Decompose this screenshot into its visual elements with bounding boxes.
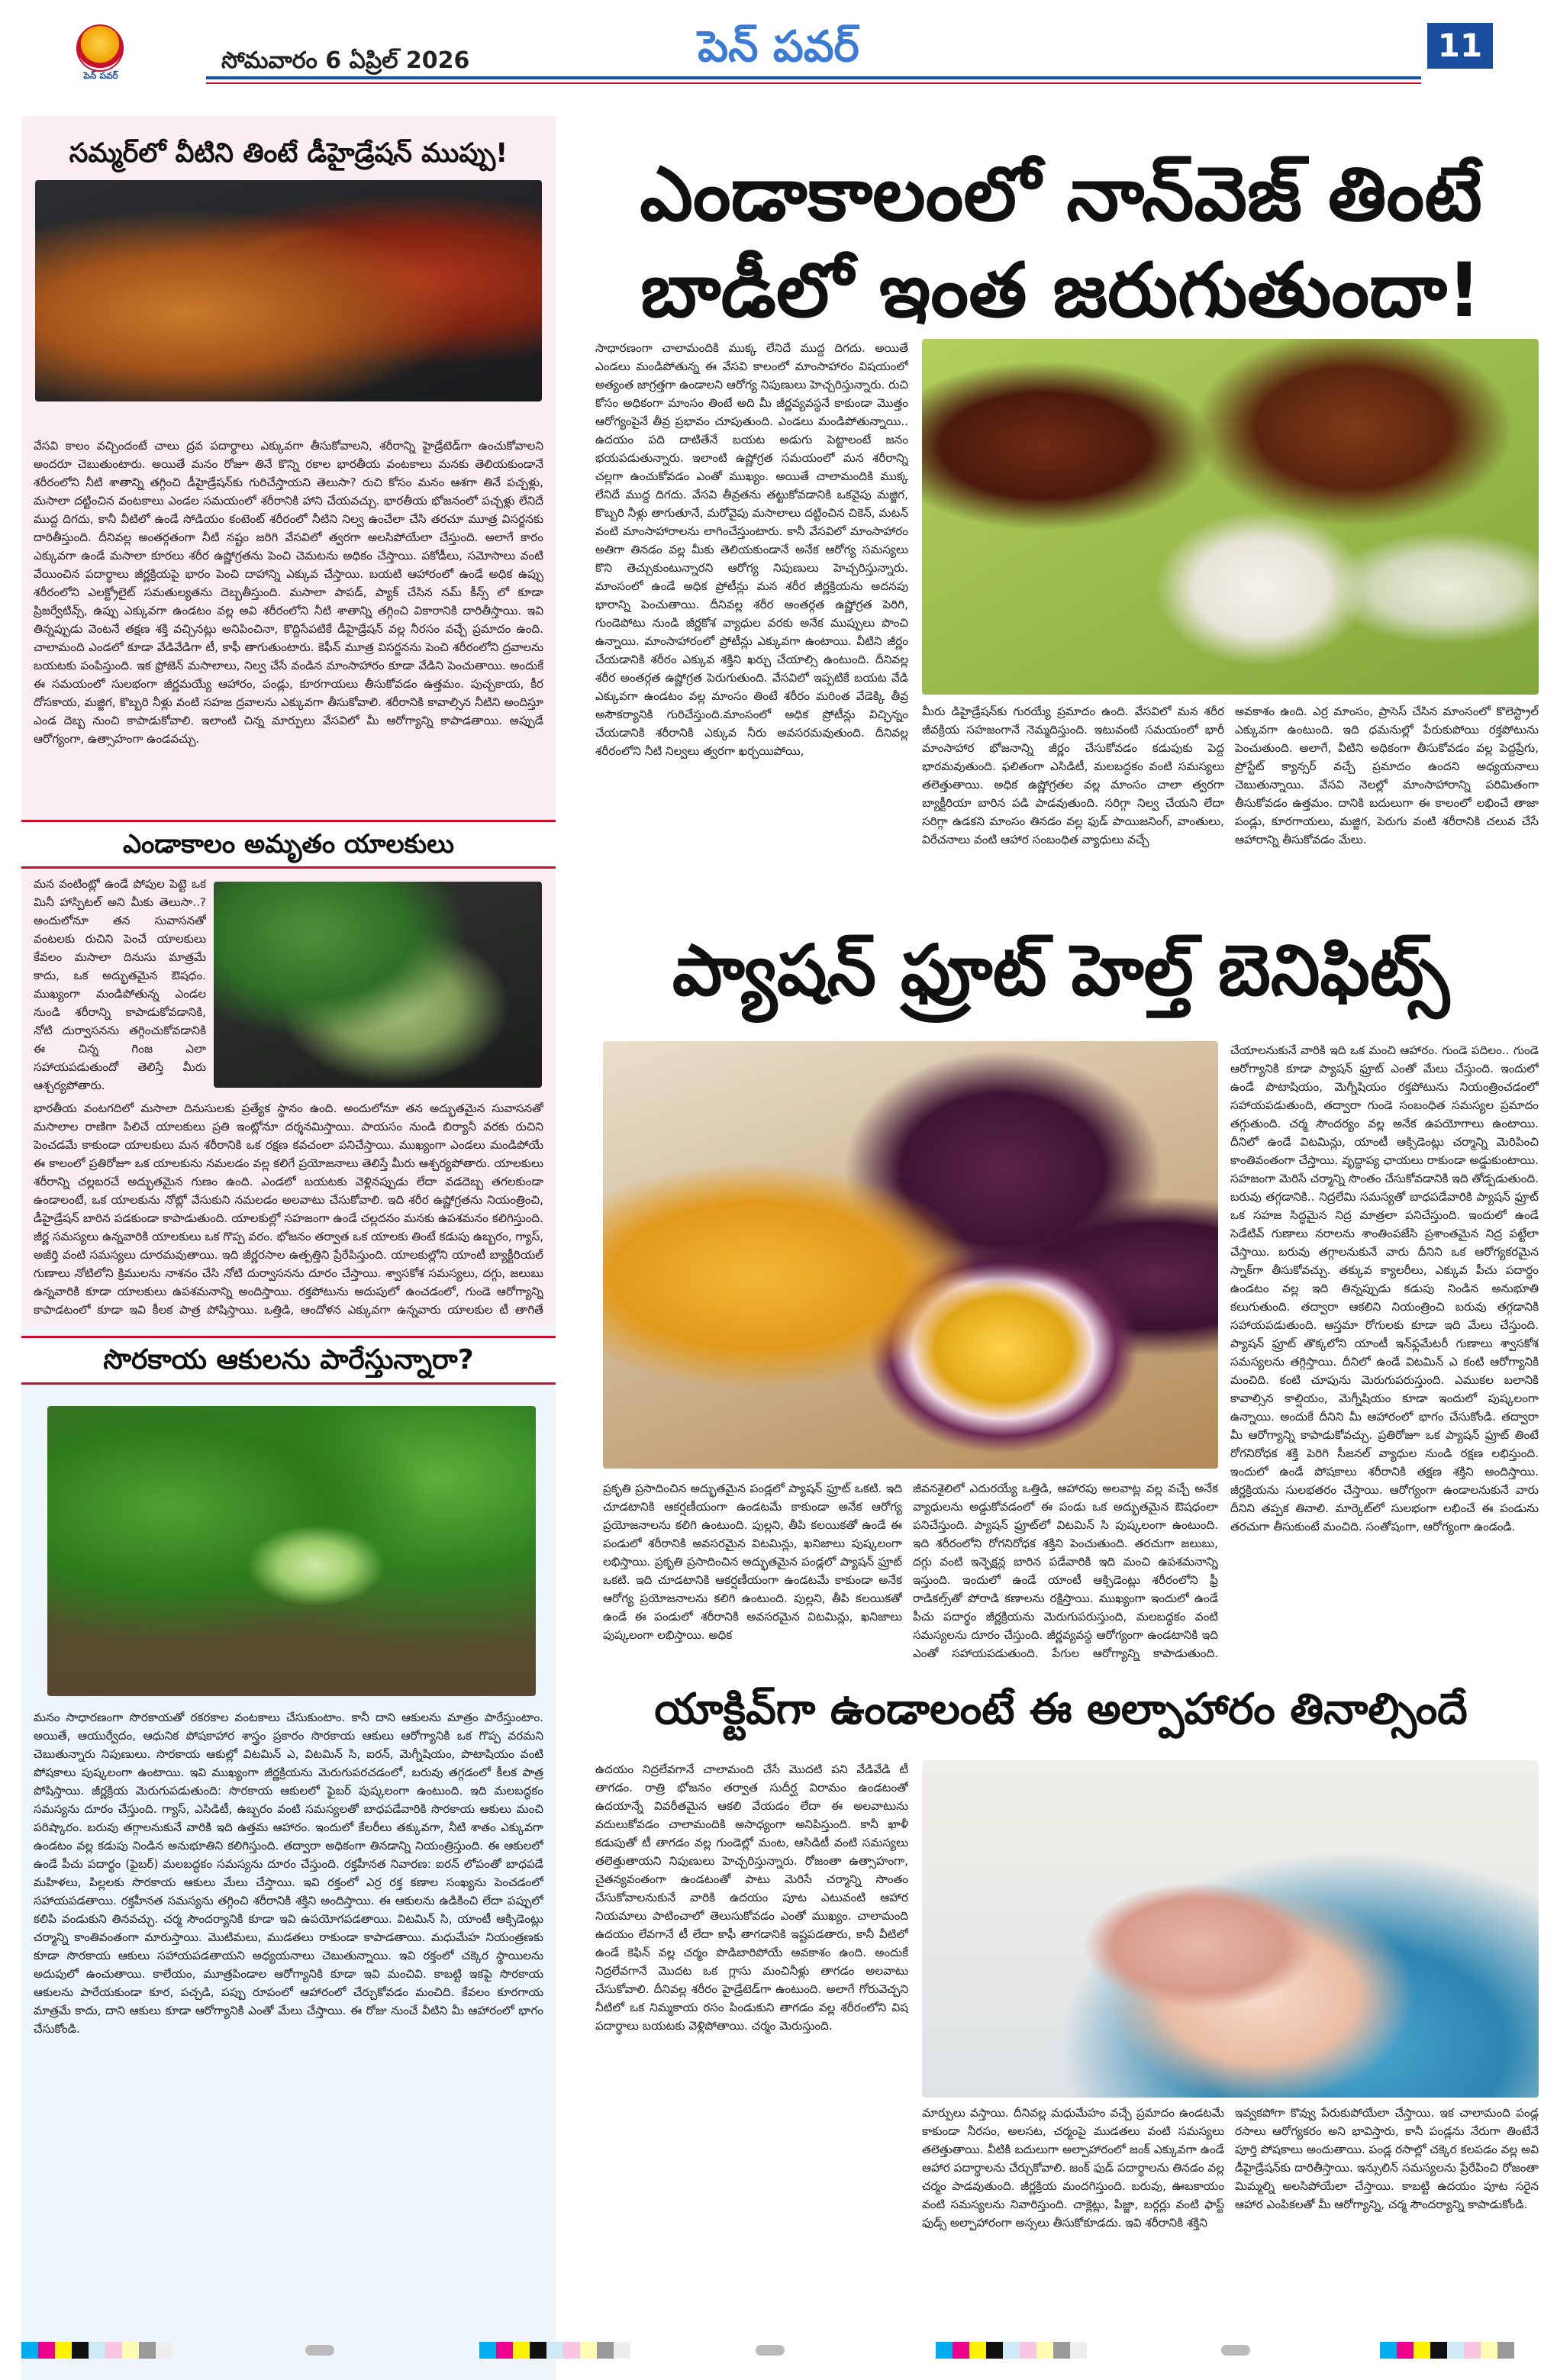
nonveg-platter-photo <box>922 339 1539 695</box>
article-title-cardamom: ఎండాకాలం అమృతం యాలకులు <box>21 820 556 869</box>
article-body-breakfast-mid: మార్పులు వస్తాయి. దీనివల్ల మధుమేహం వచ్చే ప్రమాదం ఉండటమే కాకుండా నీరసం, అలసట, చర్మంపై ముడతలు వంటి సమస్యలు తలెత్తుతాయి. వీటికి బదులుగా అల్పాహారంలో జంక్ ఎక్కువగా ఉండే ఆహార పదార్థాలను చేర్చుకోవాలి. జంక్ ఫుడ్ పదార్థాలను తినడం వల్ల చర్మం పాడవుతుంది. జీర్ణక్రియ మందగిస్తుంది. బరువు, ఊబకాయం వంటి సమస్యలను నివారిస్తుంది. చాక్లెట్లు, పిజ్జా, బర్గర్లు వంటి ఫాస్ట్ ఫుడ్స్ అల్పాహారంగా అస్సలు తీసుకోకూడదు. ఇవి శరీరానికి శక్తిని <box>922 2106 1224 2230</box>
article-body-breakfast-right: ఇవ్వకపోగా కొవ్వు పేరుకుపోయేలా చేస్తాయి. ఇక చాలామంది పండ్ల రసాలు ఆరోగ్యకరం అని భావిస్తారు, కానీ పండ్లను నేరుగా తింటేనే పూర్తి పోషకాలు అందుతాయి. పండ్ల రసాల్లో చక్కెర కలపడం వల్ల అవి డీహైడ్రేషన్‌కు దారితీస్తాయి. ఇన్సులిన్ సమస్యలను ప్రేరేపించి రోజంతా మిమ్మల్ని అలసిపోయేలా చేస్తాయి. కాబట్టి ఉదయం పూట సరైన ఆహార ఎంపికలతో మీ ఆరోగ్యాన్ని, చర్మ సౌందర్యాన్ని కాపాడుకోండి. <box>1235 2106 1539 2211</box>
header-rule <box>206 76 1421 79</box>
page-number: 11 <box>1427 23 1493 69</box>
coffee-mug-photo <box>922 1760 1539 2098</box>
headline-breakfast: యాక్టివ్‌గా ఉండాలంటే ఈ అల్పాహారం తినాల్సిందే <box>654 1685 1468 1734</box>
article-body-gourd-leaves: మనం సాధారణంగా సొరకాయతో రకరకాల వంటకాలు చేసుకుంటాం. కానీ దాని ఆకులను మాత్రం పారేస్తుంటాం. అయితే, ఆయుర్వేదం, ఆధునిక పోషకాహార శాస్త్రం ప్రకారం సొరకాయ ఆకులు ఆరోగ్యానికి ఒక గొప్ప వరమని చెబుతున్నారు నిపుణులు. సొరకాయ ఆకుల్లో విటమిన్ ఎ, విటమిన్ సి, ఐరన్, మెగ్నీషియం, పొటాషియం వంటి పోషకాలు పుష్కలంగా ఉంటాయి. ఇవి ముఖ్యంగా జీర్ణక్రియను మెరుగుపరచడంలో, బరువు తగ్గడంలో కీలక పాత్ర పోషిస్తాయి. జీర్ణక్రియ మెరుగుపడుతుంది: సొరకాయ ఆకులలో ఫైబర్ పుష్కలంగా ఉంటుంది. ఇది మలబద్ధకం సమస్యను దూరం చేస్తుంది. గ్యాస్, ఎసిడిటీ, ఉబ్బరం వంటి సమస్యలతో బాధపడేవారికి సొరకాయ ఆకులు మంచి పరిష్కారం. బరువు తగ్గాలనుకునే వారికి ఇది ఉత్తమ ఆహారం. ఇందులో కేలరీలు తక్కువగా, నీటి శాతం ఎక్కువగా ఉండటం వల్ల కడుపు నిండిన అనుభూతిని కలిగిస్తుంది. తద్వారా అధికంగా తినడాన్ని నియంత్రిస్తుంది. ఈ ఆకులలో ఉండే పీచు పదార్థం (ఫైబర్) మలబద్ధకం సమస్యను దూరం చేస్తుంది. రక్తహీనత నివారణ: ఐరన్ లోపంతో బాధపడే మహిళలు, పిల్లలకు సొరకాయ ఆకులు మేలు చేస్తాయి. ఇవి రక్తంలో ఎర్ర రక్త కణాల సంఖ్యను పెంచడంలో సహాయపడతాయి. రక్తహీనత సమస్యను తగ్గించి శరీరానికి శక్తిని అందిస్తాయి. ఈ ఆకులను ఉడికించి లేదా పప్పులో కలిపి వండుకుని తినవచ్చు. చర్మ సౌందర్యానికి కూడా ఇవి ఉపయోగపడతాయి. విటమిన్ సి, యాంటీ ఆక్సిడెంట్లు చర్మాన్ని కాంతివంతంగా మారుస్తాయి. మొటిమలు, ముడతలు రాకుండా కాపాడతాయి. మధుమేహ నియంత్రణకు కూడా సొరకాయ ఆకులు సహాయపడతాయని అధ్యయనాలు చెబుతున్నాయి. ఇవి రక్తంలో చక్కెర స్థాయిలను అదుపులో ఉంచుతాయి. కాలేయం, మూత్రపిండాల ఆరోగ్యానికి కూడా ఇవి మంచివి. కాబట్టి ఇకపై సొరకాయ ఆకులను పారేయకుండా కూర, పచ్చడి, పప్పు రూపంలో ఆహారంలో చేర్చుకోవడం మంచిది. కేవలం కూరగాయ మాత్రమే కాదు, దాని ఆకులు కూడా ఆరోగ్యానికి ఎంతో మేలు చేస్తాయి. ఈ రోజు నుంచే వీటిని మీ ఆహారంలో భాగం చేసుకోండి. <box>34 1711 543 2036</box>
registration-mark <box>756 2345 785 2356</box>
registration-mark <box>1221 2345 1250 2356</box>
article-body-passion-left: ప్రకృతి ప్రసాదించిన అద్భుతమైన పండ్లలో ప్యాషన్ ఫ్రూట్ ఒకటి. ఇది చూడటానికి ఆకర్షణీయంగా ఉండటమే కాకుండా అనేక ఆరోగ్య ప్రయోజనాలను కలిగి ఉంటుంది. పుల్లని, తీపి కలయికతో ఉండే ఈ పండులో శరీరానికి అవసరమైన విటమిన్లు, ఖనిజాలు పుష్కలంగా లభిస్తాయి. ప్రకృతి ప్రసాదించిన అద్భుతమైన పండ్లలో ప్యాషన్ ఫ్రూట్ ఒకటి. ఇది చూడటానికి ఆకర్షణీయంగా ఉండటమే కాకుండా అనేక ఆరోగ్య ప్రయోజనాలను కలిగి ఉంటుంది. పుల్లని, తీపి కలయికతో ఉండే ఈ పండులో శరీరానికి అవసరమైన విటమిన్లు, ఖనిజాలు పుష్కలంగా లభిస్తాయి. అధిక <box>603 1482 902 1642</box>
masthead <box>0 0 1557 90</box>
article-body-dehydration: వేసవి కాలం వచ్చిందంటే చాలు ద్రవ పదార్థాలు ఎక్కువగా తీసుకోవాలని, శరీరాన్ని హైడ్రేటెడ్‌గా ఉంచుకోవాలని అందరూ చెబుతుంటారు. అయితే మనం రోజూ తినే కొన్ని రకాల భారతీయ వంటకాలు మనకు తెలియకుండానే శరీరంలోని నీటి శాతాన్ని తగ్గించి డీహైడ్రేషన్‌కు గురిచేస్తాయని తెలుసా? రుచి కోసం మనం ఆశగా తినే పచ్చళ్లు, మసాలా దట్టించిన వంటకాలు ఎండల సమయంలో శరీరానికి హాని చేయవచ్చు. భారతీయ భోజనంలో పచ్చళ్లు లేనిదే ముద్ద దిగదు, కానీ వీటిలో ఉండే సోడియం కంటెంట్ శరీరంలో నీటిని నిల్వ ఉంచేలా చేసి తరచూ మూత్ర విసర్జనకు దారితీస్తుంది. దీనివల్ల అంతర్గతంగా నీటి నష్టం జరిగి వేసవిలో త్వరగా అలసిపోయేలా చేస్తుంది. అలాగే కారం ఎక్కువగా ఉండే మసాలా కూరలు శరీర ఉష్ణోగ్రతను పెంచి చెమటను అధికం చేస్తాయి. పకోడీలు, సమోసాలు వంటి వేయించిన పదార్థాలు జీర్ణక్రియపై భారం పెంచి దాహాన్ని ఎక్కువ చేస్తాయి. బయటి ఆహారంలో ఉండే అధిక ఉప్పు శరీరంలోని ఎలక్ట్రోలైట్ సమతుల్యతను దెబ్బతీస్తుంది. మసాలా పాపడ్, ప్యాక్ చేసిన నమ్ కీన్స్ లో కూడా ప్రిజర్వేటివ్స్, ఉప్పు ఎక్కువగా ఉండటం వల్ల అవి శరీరంలోని నీటి శాతాన్ని తగ్గించి వికారానికి దారితీస్తాయి. ఇవి తిన్నప్పుడు వెంటనే తక్షణ శక్తి వచ్చినట్లు అనిపించినా, కొద్దిసేపటికే డీహైడ్రేషన్ వల్ల నీరసం వచ్చే ప్రమాదం ఉంది. చాలామంది ఎండలో కూడా వేడివేడిగా టీ, కాఫీ తాగుతుంటారు. కెఫీన్ మూత్ర విసర్జనను పెంచి శరీరంలోని ద్రవాలను బయటకు పంపిస్తుంది. ఇక ఫ్రోజెన్ మసాలాలు, నిల్వ చేసే వండిన మాంసాహారం కూడా వేడిని పెంచుతాయి. అందుకే ఈ సమయంలో సులభంగా జీర్ణమయ్యే ఆహారం, పండ్లు, కూరగాయలు తీసుకోవడం ఉత్తమం. పుచ్చకాయ, కీర దోసకాయ, మజ్జిగ, కొబ్బరి నీళ్లు వంటి సహజ ద్రవాలను ఎక్కువగా తీసుకోవాలి. శరీరానికి కావాల్సిన నీటిని అందిస్తూ ఎండ దెబ్బ నుంచి కాపాడుకోవాలి. ఇలాంటి చిన్న మార్పులు వేసవిలో మీ ఆరోగ్యాన్ని కాపాడతాయి. అప్పుడే ఆరోగ్యంగా, ఉత్సాహంగా ఉండవచ్చు. <box>34 439 543 746</box>
article-body-cardamom-side: మన వంటింట్లో ఉండే పోపుల పెట్టె ఒక మినీ హాస్పిటల్ అని మీకు తెలుసా..? అందులోనూ తన సువాసనతో వంటలకు రుచిని పెంచే యాలకులు కేవలం మసాలా దినుసు మాత్రమే కాదు, ఒక అద్భుతమైన ఔషధం. ముఖ్యంగా మండిపోతున్న ఎండల నుండి శరీరాన్ని కాపాడుకోవడానికి, నోటి దుర్వాసనను తగ్గించుకోవడానికి ఈ చిన్న గింజ ఎలా సహాయపడుతుందో తెలిస్తే మీరు ఆశ్చర్యపోతారు. <box>34 877 206 1092</box>
samosa-photo <box>35 180 542 402</box>
color-registration-bar <box>1380 2342 1514 2359</box>
article-body-nonveg-mid: మీరు డిహైడ్రేషన్‌కు గురయ్యే ప్రమాదం ఉంది. వేసవిలో మన శరీర జీవక్రియ సహజంగానే నెమ్మదిస్తుంది. ఇటువంటి సమయంలో భారీ మాంసాహార భోజనాన్ని జీర్ణం చేసుకోవడం కడుపుకు పెద్ద భారమవుతుంది. ఫలితంగా ఎసిడిటీ, మలబద్ధకం వంటి సమస్యలు తలెత్తుతాయి. అధిక ఉష్ణోగ్రతల వల్ల మాంసం చాలా త్వరగా బ్యాక్టీరియా బారిన పడి పాడవుతుంది. సరిగ్గా నిల్వ చేయని లేదా సరిగ్గా ఉడకని మాంసం తినడం వల్ల ఫుడ్ పాయిజనింగ్, వాంతులు, విరేచనాలు వంటి ఆహార సంబంధిత వ్యాధులు వచ్చే <box>922 705 1224 847</box>
newspaper-title: పెన్ పవర్ <box>698 21 859 72</box>
issue-date: సోమవారం 6 ఏప్రిల్ 2026 <box>221 47 470 74</box>
article-body-cardamom: భారతీయ వంటగదిలో మసాలా దినుసులకు ప్రత్యేక స్థానం ఉంది. అందులోనూ తన అద్భుతమైన సువాసనతో మసాలాల రాణిగా పిలిచే యాలకులు ప్రతి ఇంట్లోనూ దర్శనమిస్తాయి. పాయసం నుండి బిర్యానీ వరకు రుచిని పెంచడమే కాకుండా యాలకులు మన శరీరానికి ఒక రక్షణ కవచంలా పనిచేస్తాయి. ముఖ్యంగా ఎండలు మండిపోయే ఈ కాలంలో ప్రతిరోజూ ఒక యాలకును నమలడం వల్ల కలిగే ప్రయోజనాలు తెలిస్తే మీరు ఆశ్చర్యపోతారు. యాలకులు శరీరాన్ని చల్లబరచే అద్భుతమైన గుణం ఉంది. ఎండలో బయటకు వెళ్లినప్పుడు లేదా వడదెబ్బ తగలకుండా ఉండాలంటే, ఒక యాలకును నోట్లో వేసుకుని నమలడం అలవాటు చేసుకోవాలి. ఇది శరీర ఉష్ణోగ్రతను నియంత్రించి, డీహైడ్రేషన్ బారిన పడకుండా కాపాడుతుంది. యాలకుల్లో సహజంగా ఉండే చల్లదనం మనకు ఉపశమనం కలిగిస్తుంది. జీర్ణ సమస్యలు ఉన్నవారికి యాలకులు ఒక గొప్ప వరం. భోజనం తర్వాత ఒక యాలకు తింటే కడుపు ఉబ్బరం, గ్యాస్, అజీర్తి వంటి సమస్యలు దూరమవుతాయి. ఇది జీర్ణరసాల ఉత్పత్తిని ప్రేరేపిస్తుంది. యాలకుల్లోని యాంటీ బ్యాక్టీరియల్ గుణాలు నోటిలోని క్రిములను నాశనం చేసి నోటి దుర్వాసనను దూరం చేస్తాయి. శ్వాసకోశ సమస్యలు, దగ్గు, జలుబు ఉన్నవారికి కూడా యాలకులు ఉపశమనాన్ని అందిస్తాయి. రక్తపోటును అదుపులో ఉంచడంలో, గుండె ఆరోగ్యాన్ని కాపాడటంలో కూడా ఇవి కీలక పాత్ర పోషిస్తాయి. ఒత్తిడి, ఆందోళన ఎక్కువగా ఉన్నవారు యాలకుల టీ తాగితే <box>34 1101 543 1317</box>
article-body-nonveg-right: అవకాశం ఉంది. ఎర్ర మాంసం, ప్రాసెస్ చేసిన మాంసంలో కొలెస్ట్రాల్ ఎక్కువగా ఉంటుంది. ఇది ధమనుల్లో పేరుకుపోయి రక్తపోటును పెంచుతుంది. అలాగే, వీటిని అధికంగా తీసుకోవడం వల్ల పెద్దప్రేగు, ప్రోస్టేట్ క్యాన్సర్ వచ్చే ప్రమాదం ఉందని అధ్యయనాలు చెబుతున్నాయి. వేసవి నెలల్లో మాంసాహారాన్ని పరిమితంగా తీసుకోవడం ఉత్తమం. దానికి బదులుగా ఈ కాలంలో లభించే తాజా పండ్లు, కూరగాయలు, మజ్జిగ, పెరుగు వంటి శరీరానికి చలువ చేసే ఆహారాన్ని తీసుకోవడం మేలు. <box>1235 705 1539 847</box>
article-body-passion-right: చేయాలనుకునే వారికి ఇది ఒక మంచి ఆహారం. గుండె పదిలం.. గుండె ఆరోగ్యానికి కూడా ప్యాషన్ ఫ్రూట్ ఎంతో మేలు చేస్తుంది. ఇందులో ఉండే పొటాషియం, మెగ్నీషియం రక్తపోటును నియంత్రించడంలో సహాయపడుతుంది, తద్వారా గుండె సంబంధిత సమస్యల ప్రమాదం తగ్గుతుంది. చర్మ సౌందర్యం వల్ల అనేక ఉపయోగాలు ఉంటాయి. దీనిలో ఉండే విటమిన్లు, యాంటీ ఆక్సిడెంట్లు చర్మాన్ని మెరిపించి కాంతివంతంగా చేస్తాయి. వృద్ధాప్య ఛాయలు రాకుండా అడ్డుకుంటాయి. సహజంగా మెరిసే చర్మాన్ని సొంతం చేసుకోవడానికి ఇది తోడ్పడుతుంది. బరువు తగ్గడానికి.. నిద్రలేమి సమస్యతో బాధపడేవారికి ప్యాషన్ ఫ్రూట్ ఒక సహజ సిద్ధమైన నిద్ర మాత్రలా పనిచేస్తుంది. ఇందులో ఉండే సెడేటివ్ గుణాలు నరాలను శాంతింపజేసి ప్రశాంతమైన నిద్ర పట్టేలా చేస్తాయి. బరువు తగ్గాలనుకునే వారు దీనిని ఒక ఆరోగ్యకరమైన స్నాక్‌గా తీసుకోవచ్చు. తక్కువ క్యాలరీలు, ఎక్కువ పీచు పదార్థం ఉండటం వల్ల ఇది తిన్నప్పుడు కడుపు నిండిన అనుభూతి కలుగుతుంది. తద్వారా ఆకలిని నియంత్రించి బరువు తగ్గడానికి సహాయపడుతుంది. ఆస్తమా రోగులకు కూడా ఇది మేలు చేస్తుంది. ప్యాషన్ ఫ్రూట్ తొక్కలోని యాంటీ ఇన్‌ఫ్లమేటరీ గుణాలు శ్వాసకోశ సమస్యలను తగ్గిస్తాయి. దీనిలో ఉండే విటమిన్ ఎ కంటి ఆరోగ్యానికి మంచిది. కంటి చూపును మెరుగుపరుస్తుంది. ఎముకల బలానికి కావాల్సిన కాల్షియం, మెగ్నీషియం కూడా ఇందులో పుష్కలంగా ఉన్నాయి. అందుకే దీనిని మీ ఆహారంలో భాగం చేసుకోండి. తద్వారా మీ ఆరోగ్యాన్ని కాపాడుకోవచ్చు. ప్రతిరోజూ ఒక ప్యాషన్ ఫ్రూట్ తింటే రోగనిరోధక శక్తి పెరిగి సీజనల్ వ్యాధుల నుండి రక్షణ లభిస్తుంది. ఇందులో ఉండే పోషకాలు శరీరానికి తక్షణ శక్తిని అందిస్తాయి. జీర్ణక్రియను సులభతరం చేస్తాయి. ఆరోగ్యంగా ఉండాలనుకునే వారు దీనిని తప్పక తినాలి. మార్కెట్‌లో సులభంగా లభించే ఈ పండును తరచుగా తీసుకుంటే మంచిది. సంతోషంగా, ఆరోగ్యంగా ఉండండి. <box>1230 1043 1539 1533</box>
passion-fruit-photo <box>603 1041 1218 1469</box>
article-body-passion-mid: జీవనశైలిలో ఎదురయ్యే ఒత్తిడి, ఆహారపు అలవాట్ల వల్ల వచ్చే అనేక వ్యాధులను అడ్డుకోవడంలో ఈ పండు ఒక అద్భుతమైన ఔషధంలా పనిచేస్తుంది. ప్యాషన్ ఫ్రూట్‌లో విటమిన్ సి పుష్కలంగా ఉంటుంది. ఇది శరీరంలోని రోగనిరోధక శక్తిని పెంచుతుంది. తరచుగా జలుబు, దగ్గు వంటి ఇన్ఫెక్షన్ల బారిన పడేవారికి ఇది మంచి ఉపశమనాన్ని ఇస్తుంది. ఇందులో ఉండే యాంటీ ఆక్సిడెంట్లు శరీరంలోని ఫ్రీ రాడికల్స్‌తో పోరాడి కణాలను రక్షిస్తాయి. ముఖ్యంగా ఇందులో ఉండే పీచు పదార్థం జీర్ణక్రియను మెరుగుపరుస్తుంది, మలబద్ధకం వంటి సమస్యలను దూరం చేస్తుంది. జీర్ణవ్యవస్థ ఆరోగ్యంగా ఉండటానికి ఇది ఎంతో సహాయపడుతుంది. పేగుల ఆరోగ్యాన్ని కాపాడుతుంది. <box>913 1482 1218 1660</box>
color-registration-bar <box>21 2342 172 2359</box>
bottle-gourd-photo <box>47 1406 536 1696</box>
headline-nonveg: ఎండాకాలంలో నాన్‌వెజ్ తింటే బాడీలో ఇంత జరుగుతుందా! <box>640 151 1482 334</box>
registration-mark <box>305 2345 334 2356</box>
article-title-dehydration: సమ్మర్‌లో వీటిని తింటే డీహైడ్రేషన్ ముప్పు! <box>69 138 508 169</box>
cardamom-photo <box>214 882 542 1088</box>
headline-passion-fruit: ప్యాషన్ ఫ్రూట్ హెల్త్ బెనిఫిట్స్ <box>672 930 1450 1011</box>
article-body-nonveg-left: సాధారణంగా చాలామందికి ముక్క లేనిదే ముద్ద దిగదు. అయితే ఎండలు మండిపోతున్న ఈ వేసవి కాలంలో మాంసాహారం విషయంలో అత్యంత జాగ్రత్తగా ఉండాలని ఆరోగ్య నిపుణులు హెచ్చరిస్తున్నారు. రుచి కోసం అధికంగా మాంసం తింటే అది మీ జీర్ణవ్యవస్థనే కాకుండా మొత్తం ఆరోగ్యంపైనే తీవ్ర ప్రభావం చూపుతుంది. ఎండలు మండిపోతున్నాయి.. ఉదయం పది దాటితేనే బయట అడుగు పెట్టాలంటే జనం భయపడుతున్నారు. ఇలాంటి ఉష్ణోగ్రత సమయంలో మన శరీరాన్ని చల్లగా ఉంచుకోవడం ఎంతో ముఖ్యం. అయితే చాలామందికి ముక్క లేనిదే ముద్ద దిగదు. వేసవి తీవ్రతను తట్టుకోవడానికి ఒకవైపు మజ్జిగ, కొబ్బరి నీళ్లు తాగుతూనే, మరోవైపు మసాలాలు దట్టించిన చికెన్, మటన్ వంటి మాంసాహారాలను లాగించేస్తుంటారు. కానీ వేసవిలో మాంసాహారం అతిగా తినడం వల్ల మీకు తెలియకుండానే అనేక ఆరోగ్య సమస్యలు కొని తెచ్చుకుంటున్నారని ఆరోగ్య నిపుణులు హెచ్చరిస్తున్నారు. మాంసంలో ఉండే అధిక ప్రోటీన్లు మన శరీర జీర్ణక్రియను అదనపు భారాన్ని పెంచుతాయి. దీనివల్ల శరీర అంతర్గత ఉష్ణోగ్రత పెరిగి, గుండెపోటు నుండి జీర్ణకోశ వ్యాధుల వరకు అనేక ముప్పులు పొంచి ఉన్నాయి. మాంసాహారంలో ప్రోటీన్లు ఎక్కువగా ఉంటాయి. వీటిని జీర్ణం చేయడానికి శరీరం ఎక్కువ శక్తిని ఖర్చు చేయాల్సి ఉంటుంది. దీనివల్ల శరీర అంతర్గత ఉష్ణోగ్రత పెరుగుతుంది. వేసవిలో ఇప్పటికే బయట వేడి ఎక్కువగా ఉండటం వల్ల మాంసం తింటే శరీరం మరింత వేడెక్కి తీవ్ర అసౌకర్యానికి గురిచేస్తుంది.మాంసంలో అధిక ప్రోటీన్లు విచ్ఛిన్నం చేయడానికి శరీరానికి ఎక్కువ నీరు అవసరమవుతుంది. దీనివల్ల శరీరంలోని నీటి నిల్వలు త్వరగా ఖర్చయిపోయి, <box>595 341 908 758</box>
newspaper-logo <box>76 24 124 72</box>
article-title-gourd-leaves: సొరకాయ ఆకులను పారేస్తున్నారా? <box>21 1336 556 1385</box>
logo-text: పెన్ పవర్ <box>83 70 118 81</box>
header-rule-accent <box>206 82 1421 84</box>
color-registration-bar <box>936 2342 1087 2359</box>
article-body-breakfast-left: ఉదయం నిద్రలేవగానే చాలామంది చేసే మొదటి పని వేడివేడి టీ తాగడం. రాత్రి భోజనం తర్వాత సుదీర్ఘ విరామం ఉండటంతో ఉదయాన్నే వివరీతమైన ఆకలి వేయడం లేదా ఈ అలవాటును వదులుకోవడం చాలామందికి అసాధ్యంగా అనిపిస్తుంది. కానీ ఖాళీ కడుపుతో టీ తాగడం వల్ల గుండెల్లో మంట, ఆసిడిటీ వంటి సమస్యలు తలెత్తుతాయని నిపుణులు హెచ్చరిస్తున్నారు. రోజంతా ఉత్సాహంగా, చైతన్యవంతంగా ఉండటంతో పాటు మెరిసే చర్మాన్ని సొంతం చేసుకోవాలనుకునే వారికి ఉదయం పూట ఎటువంటి ఆహార నియమాలు పాటించాలో తెలుసుకోవడం ఎంతో ముఖ్యం. చాలామంది ఉదయం లేవగానే టీ లేదా కాఫీ తాగడానికి ఇష్టపడతారు, కానీ వీటిలో ఉండే కెఫిన్ వల్ల చర్మం పొడిబారిపోయే అవకాశం ఉంది. అందుకే నిద్రలేవగానే మొదట ఒక గ్లాసు మంచినీళ్లు తాగడం అలవాటు చేసుకోవాలి. దీనివల్ల శరీరం హైడ్రేటెడ్‌గా ఉంటుంది. అలాగే గోరువెచ్చని నీటిలో ఒక నిమ్మకాయ రసం పిండుకుని తాగడం వల్ల శరీరంలోని విష పదార్థాలు బయటకు వెళ్లిపోతాయి. చర్మం మెరుస్తుంది. <box>595 1762 908 2033</box>
color-registration-bar <box>479 2342 630 2359</box>
